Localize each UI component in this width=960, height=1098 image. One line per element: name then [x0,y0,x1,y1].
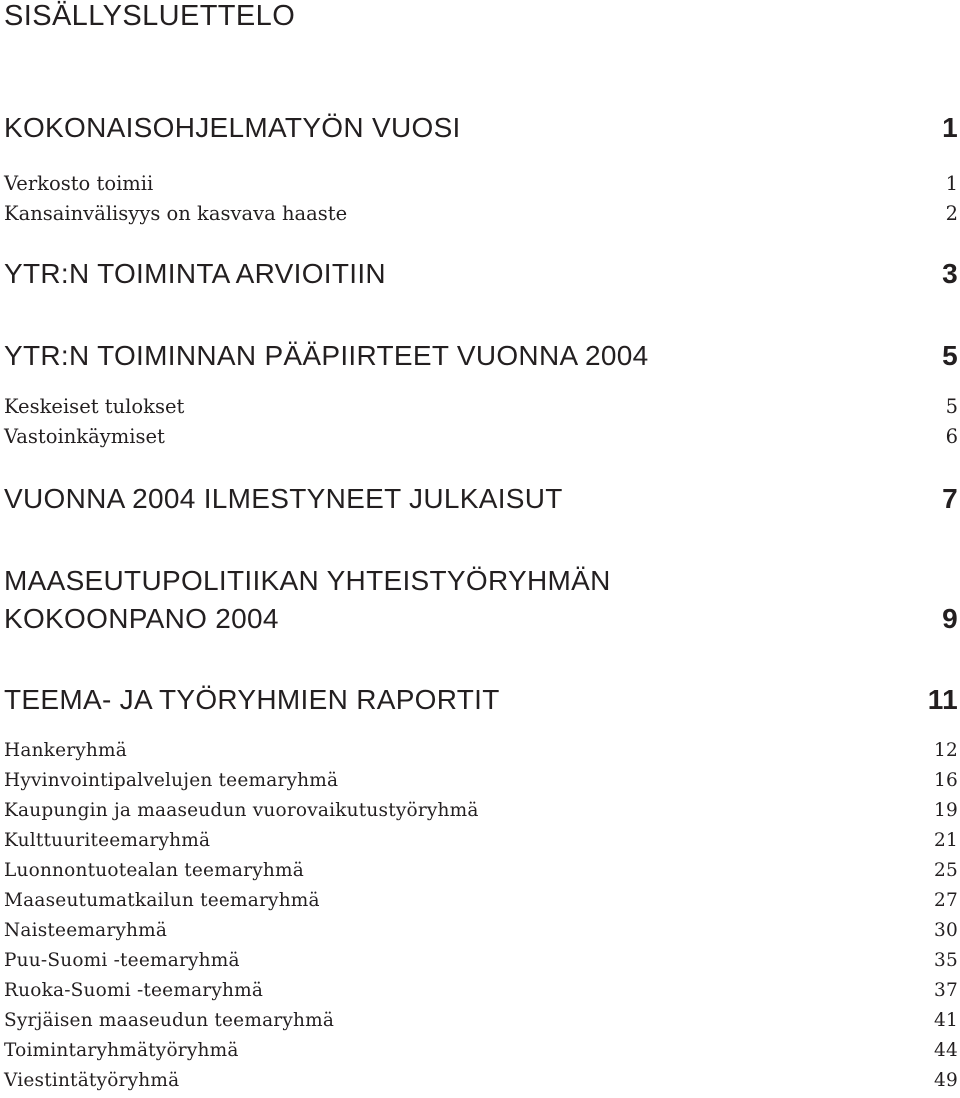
toc-entry-label-line: MAASEUTUPOLITIIKAN YHTEISTYÖRYHMÄN [4,565,611,596]
toc-entry-page: 21 [934,830,958,851]
toc-entry-page: 27 [934,890,958,911]
toc-entry-label: Kansainvälisyys on kasvava haaste [4,202,348,225]
toc-entry-label: Naisteemaryhmä [4,920,168,941]
toc-entry-page: 16 [934,770,958,791]
toc-entry [4,770,958,791]
toc-entry-label: Hankeryhmä [4,740,128,761]
toc-entry [4,112,958,144]
toc-entry-label: Ruoka-Suomi -teemaryhmä [4,980,264,1001]
toc-entry [4,172,958,195]
toc-entry-label [4,565,611,635]
toc-entry-label: Keskeiset tulokset [4,395,185,418]
toc-entry-page: 35 [934,950,958,971]
toc-entry-label: Verkosto toimii [4,172,154,195]
page-title: SISÄLLYSLUETTELO [4,0,296,32]
toc-entry [4,425,958,448]
toc-entry-page: 1 [942,112,958,143]
toc-entry-page: 49 [934,1070,958,1091]
toc-entry-label: Kulttuuriteemaryhmä [4,830,211,851]
toc-entry-page: 37 [934,980,958,1001]
toc-entry [4,740,958,761]
toc-entry [4,920,958,941]
toc-entry [4,395,958,418]
toc-entry-page: 25 [934,860,958,881]
toc-entry-label-line: KOKOONPANO 2004 [4,603,279,634]
toc-entry [4,980,958,1001]
toc-entry-label: Hyvinvointipalvelujen teemaryhmä [4,770,339,791]
toc-entry [4,202,958,225]
toc-entry-label: Puu-Suomi -teemaryhmä [4,950,240,971]
toc-entry-label: Toimintaryhmätyöryhmä [4,1040,239,1061]
toc-entry-label: YTR:N TOIMINNAN PÄÄPIIRTEET VUONNA 2004 [4,340,649,371]
toc-entry-page: 19 [934,800,958,821]
toc-entry-page: 44 [934,1040,958,1061]
toc-entry-label: Luonnontuotealan teemaryhmä [4,860,304,881]
toc-entry [4,258,958,290]
toc-entry-label: YTR:N TOIMINTA ARVIOITIIN [4,258,386,289]
toc-entry-page: 30 [934,920,958,941]
toc-entry [4,1070,958,1091]
toc-entry [4,890,958,911]
toc-entry [4,483,958,515]
toc-entry-page: 41 [934,1010,958,1031]
toc-entry-label: VUONNA 2004 ILMESTYNEET JULKAISUT [4,483,563,514]
toc-entry [4,950,958,971]
toc-entry-label: Kaupungin ja maaseudun vuorovaikutustyöryhmä [4,800,479,821]
toc-entry-page: 5 [942,340,958,371]
toc-entry-page: 1 [945,172,958,195]
toc-entry [4,830,958,851]
toc-entry-page: 2 [945,202,958,225]
toc-entry-page: 11 [927,684,958,715]
toc-entry-page: 6 [945,425,958,448]
toc-entry [4,340,958,372]
toc-entry-page: 9 [942,603,958,634]
toc-entry [4,800,958,821]
toc-entry-label: KOKONAISOHJELMATYÖN VUOSI [4,112,461,143]
toc-entry [4,684,958,716]
toc-entry [4,1040,958,1061]
toc-entry-page: 5 [945,395,958,418]
toc-entry-label: TEEMA- JA TYÖRYHMIEN RAPORTIT [4,684,500,715]
toc-entry [4,565,958,635]
toc-entry-page: 3 [942,258,958,289]
toc-entry-label: Syrjäisen maaseudun teemaryhmä [4,1010,335,1031]
toc-entry-label: Vastoinkäymiset [4,425,165,448]
toc-entry-label: Viestintätyöryhmä [4,1070,180,1091]
toc-entry-label: Maaseutumatkailun teemaryhmä [4,890,320,911]
toc-entry [4,1010,958,1031]
toc-entry-page: 7 [942,483,958,514]
toc-entry [4,860,958,881]
toc-entry-page: 12 [934,740,958,761]
